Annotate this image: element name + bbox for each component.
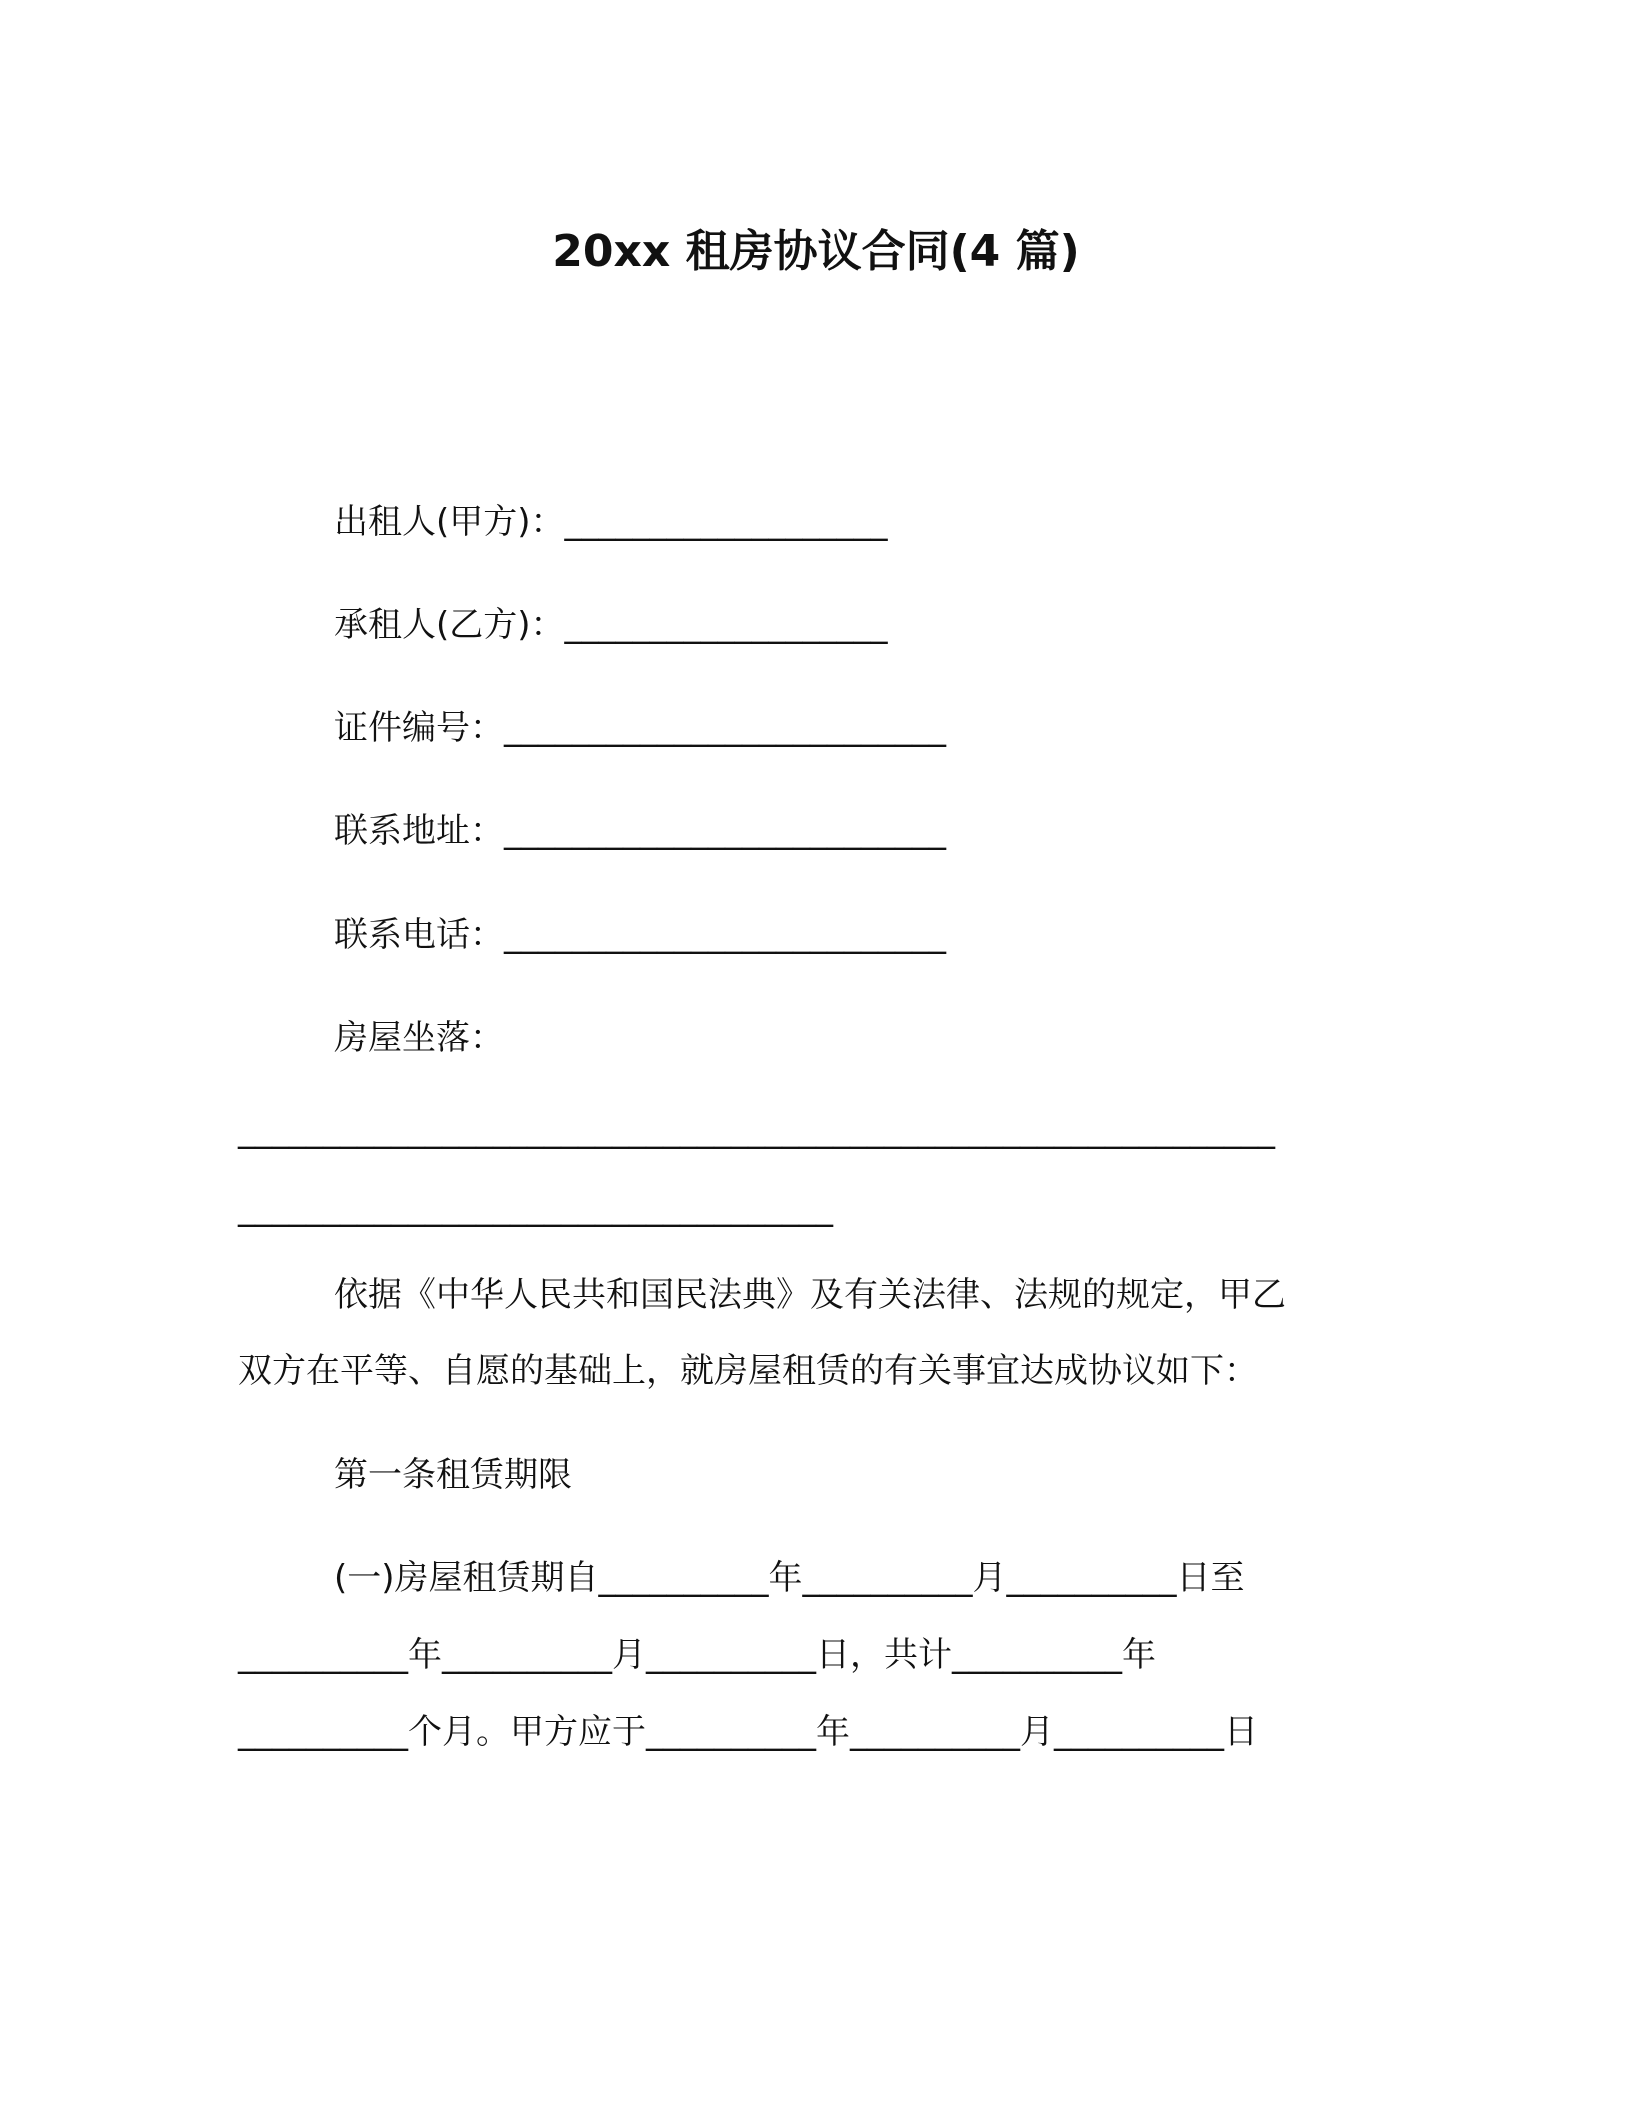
field-contact-address: 联系地址：__________________________ [334,811,946,851]
field-house-location: 房屋坐落： [334,1018,504,1058]
page-title: 20xx 租房协议合同(4 篇) [552,226,1080,277]
article-title: 第一条租赁期限 [334,1455,572,1495]
field-lessee: 承租人(乙方)：___________________ [334,605,888,645]
field-id-number: 证件编号：__________________________ [334,708,946,748]
intro-line-2: 双方在平等、自愿的基础上，就房屋租赁的有关事宜达成协议如下： [238,1351,1258,1391]
article-line-3: __________个月。甲方应于__________年__________月__________日 [238,1712,1258,1752]
article-line-2: __________年__________月__________日，共计__________年 [238,1635,1156,1675]
address-blank-line-2: ___________________________________ [238,1188,833,1228]
field-lessor: 出租人(甲方)：___________________ [334,502,888,542]
article-line-1: (一)房屋租赁期自__________年__________月__________日至 [334,1558,1245,1598]
address-blank-line-1: _____________________________________________________________ [238,1110,1275,1150]
field-contact-phone: 联系电话：__________________________ [334,915,946,955]
intro-line-1: 依据《中华人民共和国民法典》及有关法律、法规的规定，甲乙 [334,1275,1286,1315]
